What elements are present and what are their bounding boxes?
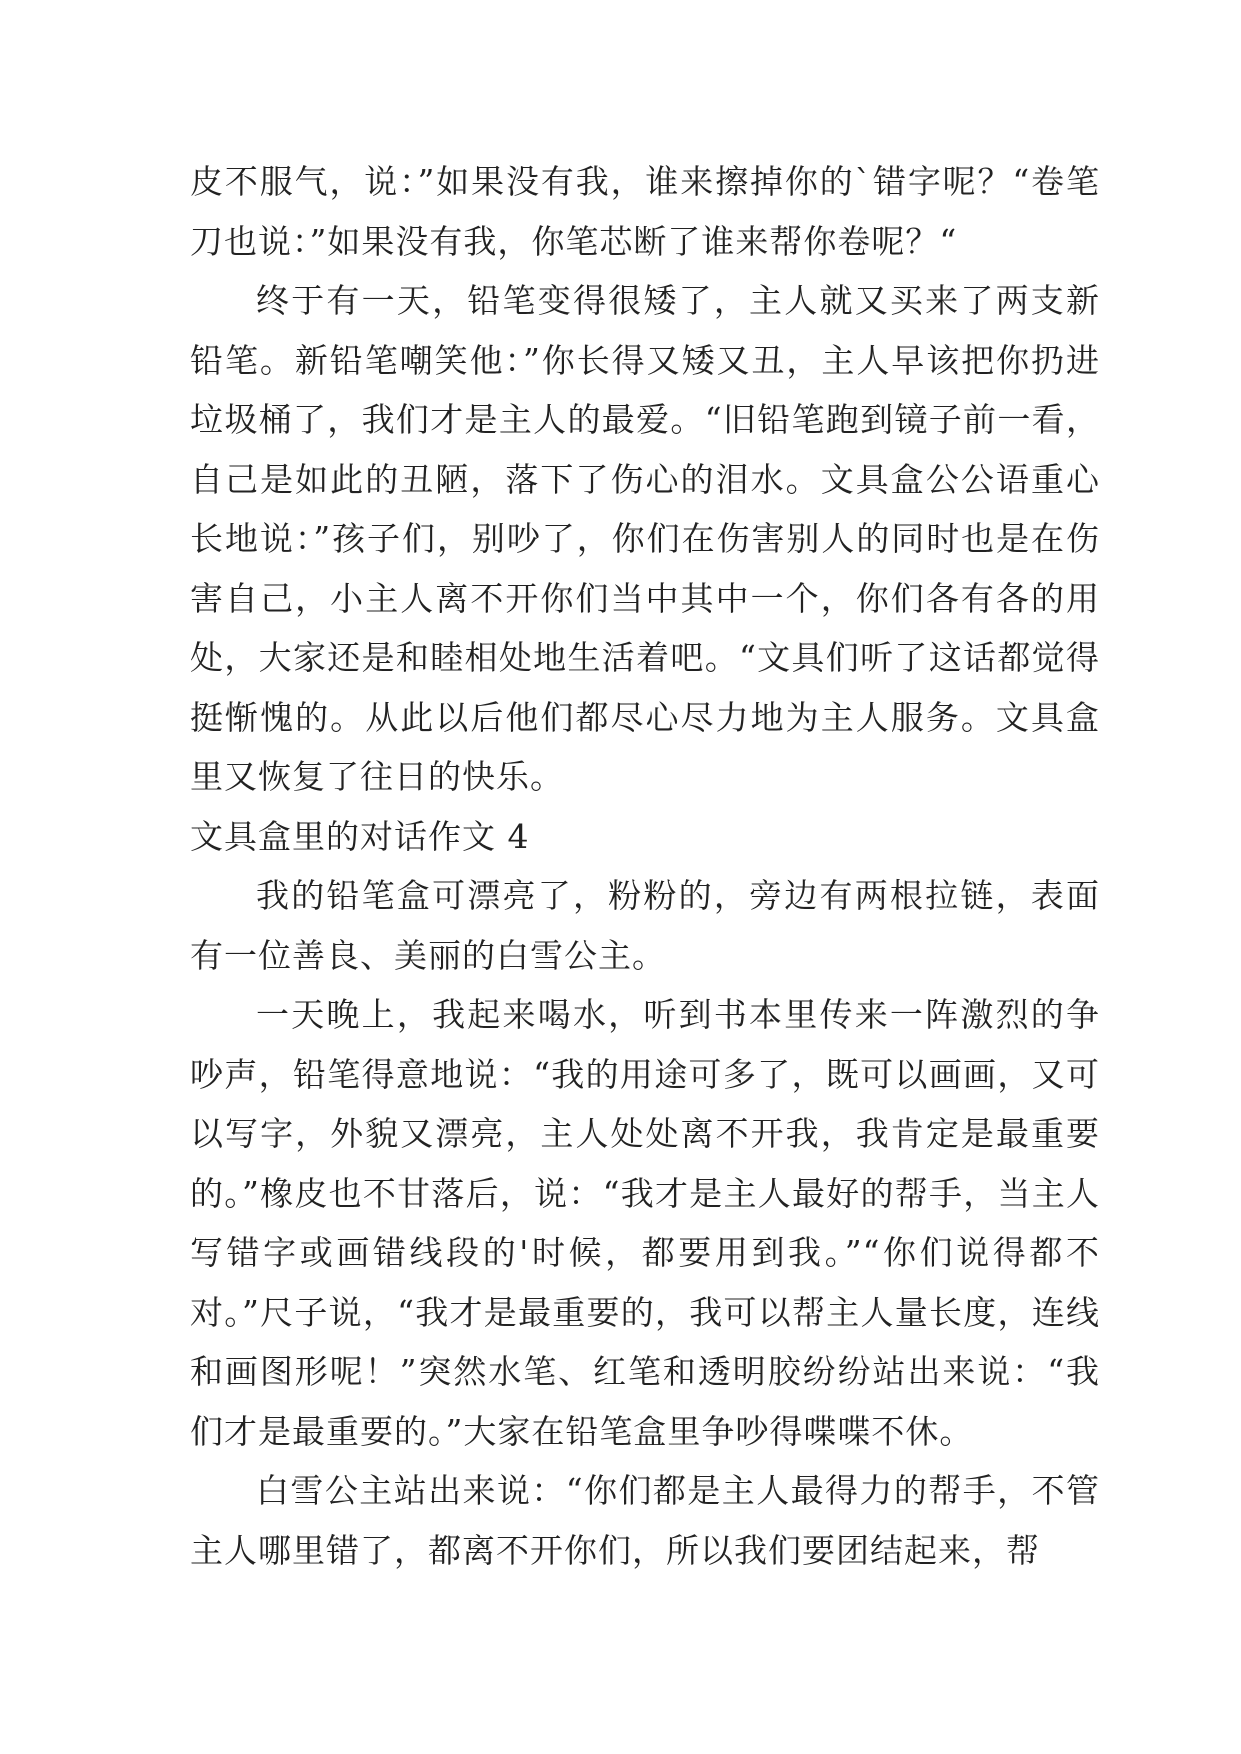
paragraph-3: 我的铅笔盒可漂亮了，粉粉的，旁边有两根拉链，表面有一位善良、美丽的白雪公主。 — [190, 876, 1100, 975]
paragraph-4: 一天晚上，我起来喝水，听到书本里传来一阵激烈的争吵声，铅笔得意地说：“我的用途可多了，既可以画画，又可以写字，外貌又漂亮，主人处处离不开我，我肯定是最重要的。”橡皮也不甘落后，说：“我才是主人最好的帮手，当主人写错字或画错线段的'时候，都要用到我。”“你们说得都不对。”尺子说，“我才是最重要的，我可以帮主人量长度，连线和画图形呢！”突然水笔、红笔和透明胶纷纷站出来说：“我们才是最重要的。”大家在铅笔盒里争吵得喋喋不休。 — [190, 995, 1100, 1451]
paragraph-2: 终于有一天，铅笔变得很矮了，主人就又买来了两支新铅笔。新铅笔嘲笑他：”你长得又矮又丑，主人早该把你扔进垃圾桶了，我们才是主人的最爱。“旧铅笔跑到镜子前一看，自己是如此的丑陋，落下了伤心的泪水。文具盒公公语重心长地说：”孩子们，别吵了，你们在伤害别人的同时也是在伤害自己，小主人离不开你们当中其中一个，你们各有各的用处，大家还是和睦相处地生活着吧。“文具们听了这话都觉得挺惭愧的。从此以后他们都尽心尽力地为主人服务。文具盒里又恢复了往日的快乐。 — [190, 281, 1100, 796]
section-title: 文具盒里的对话作文 4 — [190, 816, 530, 856]
document-body — [190, 152, 1100, 1580]
paragraph-5: 白雪公主站出来说：“你们都是主人最得力的帮手，不管主人哪里错了，都离不开你们，所以我们要团结起来，帮 — [190, 1471, 1100, 1570]
paragraph-1: 皮不服气，说：”如果没有我，谁来擦掉你的`错字呢？“卷笔刀也说：”如果没有我，你笔芯断了谁来帮你卷呢？“ — [190, 162, 1100, 261]
